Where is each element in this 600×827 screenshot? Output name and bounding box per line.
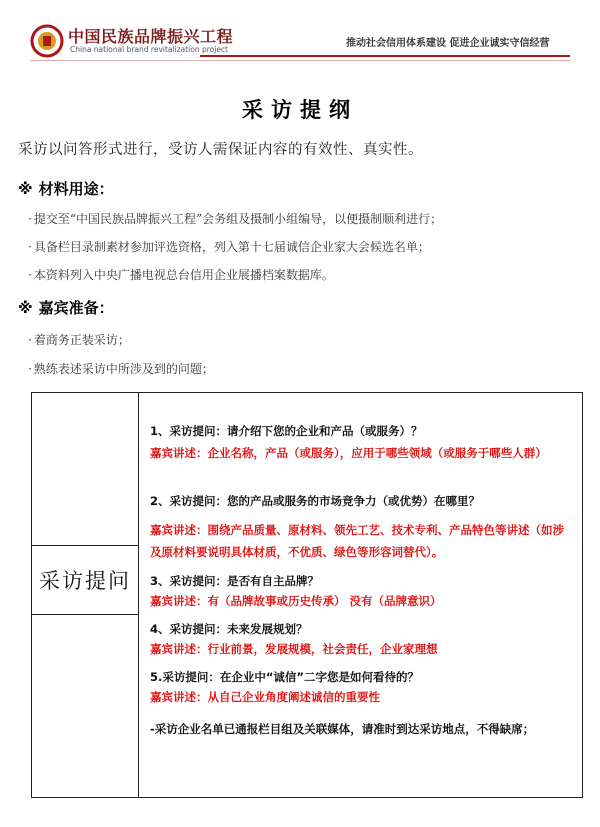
- qa-item: [150, 669, 572, 706]
- attendance-note: -采访企业名单已通报栏目组及关联媒体，请准时到达采访地点，不得缺席；: [150, 722, 535, 736]
- page-header: [0, 0, 600, 70]
- interview-table: [31, 392, 583, 798]
- list-item: · 熟练表述采访中所涉及到的问题；: [28, 362, 214, 376]
- list-item: · 具备栏目录制素材参加评选资格，列入第十七届诚信企业家大会候选名单；: [28, 240, 430, 254]
- header-divider-thin: [30, 60, 570, 61]
- answer: 嘉宾讲述：围绕产品质量、原材料、领先工艺、技术专利、产品特色等讲述（如涉及原材料要说明具体材质，不优质、绿色等形容词替代）。: [150, 523, 564, 559]
- brand-name-english: China national brand revitalization project: [70, 45, 228, 54]
- reference-mark-icon: ※: [18, 180, 33, 198]
- list-item: · 提交至“中国民族品牌振兴工程”会务组及摄制小组编导，以便摄制顺利进行；: [28, 212, 443, 226]
- question: 3、采访提问：是否有自主品牌？: [150, 574, 319, 588]
- materials-heading: ※ 材料用途：: [18, 180, 114, 198]
- question: 5.采访提问：在企业中“诚信”二字您是如何看待的？: [150, 670, 419, 684]
- header-slogan: 推动社会信用体系建设 促进企业诚实守信经营: [346, 38, 550, 49]
- list-item: · 着商务正装采访；: [28, 333, 130, 347]
- guest-prep-heading: ※ 嘉宾准备：: [18, 299, 114, 317]
- qa-item: [150, 621, 572, 658]
- header-divider: [200, 55, 570, 57]
- page-title: 采访提纲: [242, 98, 358, 122]
- answer: 嘉宾讲述：企业名称，产品（或服务），应用于哪些领域（或服务于哪些人群）: [150, 446, 547, 460]
- answer: 嘉宾讲述：有（品牌故事或历史传承） 没有（品牌意识）: [150, 594, 442, 608]
- question: 4、采访提问：未来发展规划？: [150, 622, 308, 636]
- brand-name: 中国民族品牌振兴工程: [68, 27, 234, 46]
- brand-logo-icon: [30, 24, 64, 58]
- qa-item: [150, 423, 572, 462]
- question: 2、采访提问：您的产品或服务的市场竞争力（或优势）在哪里？: [150, 494, 480, 508]
- reference-mark-icon: ※: [18, 299, 33, 317]
- qa-item: [150, 493, 572, 563]
- interview-label: 采访提问: [31, 545, 139, 615]
- answer: 嘉宾讲述：行业前景，发展规模，社会责任，企业家理想: [150, 642, 438, 656]
- list-item: · 本资料列入中央广播电视总台信用企业展播档案数据库。: [28, 268, 334, 282]
- question: 1、采访提问：请介绍下您的企业和产品（或服务）？: [150, 424, 423, 438]
- answer: 嘉宾讲述：从自己企业角度阐述诚信的重要性: [150, 690, 380, 704]
- qa-item: [150, 573, 572, 610]
- intro-text: 采访以问答形式进行，受访人需保证内容的有效性、真实性。: [18, 142, 423, 158]
